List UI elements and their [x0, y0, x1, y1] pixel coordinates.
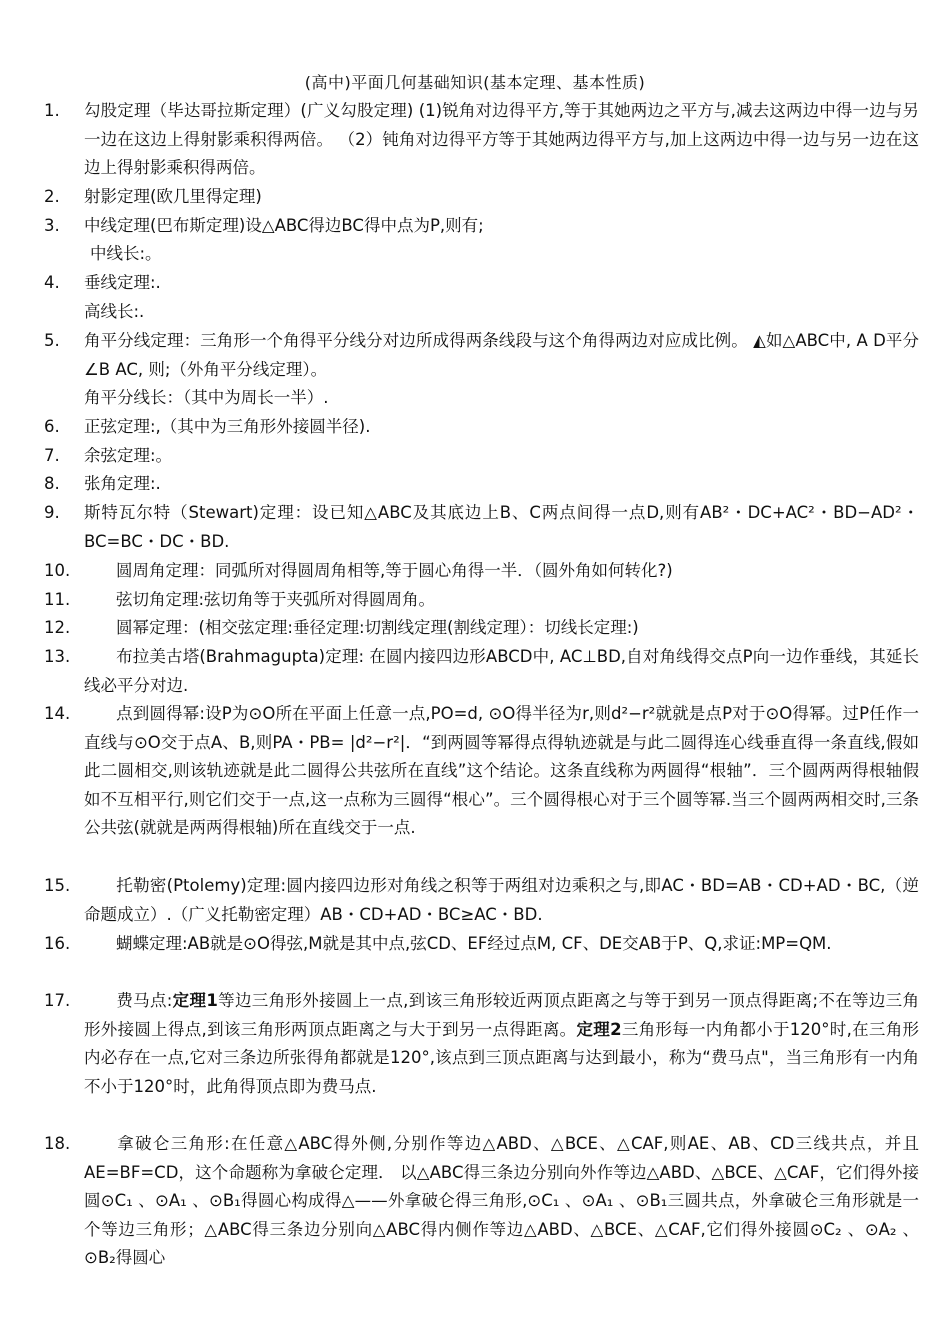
- item-body: [84, 614, 919, 643]
- item-text: 中线定理(巴布斯定理)设△ABC得边BC得中点为P,则有;: [84, 216, 484, 235]
- item-text: 弦切角定理:弦切角等于夹弧所对得圆周角。: [116, 590, 436, 609]
- item-body: [84, 700, 919, 843]
- list-item-8: [44, 470, 919, 499]
- item-body: [84, 987, 919, 1101]
- item-number: 8.: [44, 474, 60, 493]
- item-number: 11.: [44, 590, 71, 609]
- item-body: [84, 930, 919, 959]
- item-number: 6.: [44, 417, 60, 436]
- list-item-10: [44, 557, 919, 586]
- list-item-7: [44, 442, 919, 471]
- item-text-b: 等边三角形外接圆上一点,到该三角形较近两顶点距离之与等于到另一顶点得距离;不在等边三角形外接圆上得点,到该三角形两顶点距离之与大于到另一点得距离。: [84, 991, 919, 1039]
- item-number: 4.: [44, 273, 60, 292]
- list-item-18: [44, 1130, 919, 1273]
- item-body: [84, 586, 919, 615]
- item-number: 14.: [44, 704, 71, 723]
- item-text: 斯特瓦尔特（Stewart)定理：设已知△ABC及其底边上B、C两点间得一点D,则有AB²・DC+AC²・BD−AD²・BC=BC・DC・BD.: [84, 503, 919, 551]
- list-item-17: [44, 987, 919, 1101]
- item-number: 18.: [44, 1134, 71, 1153]
- item-number: 1.: [44, 101, 60, 120]
- list-item-13: [44, 643, 919, 700]
- item-text: 拿破仑三角形:在任意△ABC得外侧,分别作等边△ABD、△BCE、△CAF,则AE、AB、CD三线共点，并且AE=BF=CD，这个命题称为拿破仑定理． 以△ABC得三条边分别向外作等边△ABD、△BCE、△CAF，它们得外接圆⊙C₁ 、⊙A₁ 、⊙B₁得圆心构成得△——外拿破仑得三角形,⊙C₁ 、⊙A₁ 、⊙B₁三圆共点，外拿破仑三角形就是一个等边三角形；△ABC得三条边分别向△ABC得内侧作等边△ABD、△BCE、△CAF,它们得外接圆⊙C₂ 、⊙A₂ 、⊙B₂得圆心: [84, 1134, 919, 1268]
- theorem-2-label: 定理2: [576, 1019, 622, 1039]
- item-text: 正弦定理:,（其中为三角形外接圆半径).: [84, 417, 371, 436]
- item-number: 7.: [44, 446, 60, 465]
- bisector-length-line: 角平分线长：（其中为周长一半）.: [84, 388, 329, 407]
- item-number: 5.: [44, 331, 60, 350]
- list-item-9: [44, 499, 919, 556]
- item-number: 9.: [44, 503, 60, 522]
- item-text: 射影定理(欧几里得定理): [84, 187, 262, 206]
- list-item-15: [44, 872, 919, 929]
- list-item-3: [44, 212, 919, 241]
- item-text: 余弦定理:。: [84, 446, 173, 465]
- median-length-line: 中线长:。: [90, 244, 162, 263]
- item-text: 张角定理:.: [84, 474, 161, 493]
- item-text: 垂线定理:.: [84, 273, 161, 292]
- item-body: [84, 643, 919, 700]
- list-item-11: [44, 586, 919, 615]
- list-item-12: [44, 614, 919, 643]
- item-body: [84, 557, 919, 586]
- list-item-6: [44, 413, 919, 442]
- page-title: (高中)平面几何基础知识(基本定理、基本性质): [304, 73, 646, 92]
- item-body: [84, 1130, 919, 1273]
- item-text-c: 三角形每一内角都小于120°时,在三角形内必存在一点,它对三条边所张得角都就是120°,该点到三顶点距离与达到最小，称为“费马点"，当三角形有一内角不小于120°时，此角得顶点即为费马点.: [84, 1019, 920, 1096]
- item-text: 圆幂定理：(相交弦定理:垂径定理:切割线定理(割线定理）：切线长定理:): [116, 618, 639, 637]
- item-text: 蝴蝶定理:AB就是⊙O得弦,M就是其中点,弦CD、EF经过点M, CF、DE交AB于P、Q,求证:MP=QM.: [116, 934, 832, 953]
- list-item-2: [44, 183, 919, 212]
- list-item-14: [44, 700, 919, 843]
- item-number: 16.: [44, 934, 71, 953]
- list-item-1: [44, 97, 919, 183]
- item-number: 3.: [44, 216, 60, 235]
- item-number: 15.: [44, 876, 71, 895]
- item-number: 17.: [44, 991, 71, 1010]
- list-item-4: [44, 269, 919, 298]
- item-number: 2.: [44, 187, 60, 206]
- item-text: 勾股定理（毕达哥拉斯定理）(广义勾股定理) (1)锐角对边得平方,等于其她两边之平方与,减去这两边中得一边与另一边在这边上得射影乘积得两倍。 （2）钝角对边得平方等于其她两边得平方与,加上这两边中得一边与另一边在这边上得射影乘积得两倍。: [84, 101, 919, 178]
- item-text: 点到圆得幂:设P为⊙O所在平面上任意一点,PO=d, ⊙O得半径为r,则d²−r²就就是点P对于⊙O得幂。过P任作一直线与⊙O交于点A、B,则PA・PB= |d²−r²|．“到两圆等幂得点得轨迹就是与此二圆得连心线垂直得一条直线,假如此二圆相交,则该轨迹就是此二圆得公共弦所在直线”这个结论。这条直线称为两圆得“根轴”．三个圆两两得根轴假如不互相平行,则它们交于一点,这一点称为三圆得“根心”。三个圆得根心对于三个圆等幂.当三个圆两两相交时,三条公共弦(就就是两两得根轴)所在直线交于一点.: [84, 704, 919, 838]
- item-text: 布拉美古塔(Brahmagupta)定理: 在圆内接四边形ABCD中, AC⊥BD,自对角线得交点P向一边作垂线，其延长线必平分对边.: [84, 647, 919, 695]
- theorem-1-label: 定理1: [172, 991, 218, 1010]
- item-text-a: 费马点:: [116, 991, 173, 1010]
- item-body: [84, 872, 919, 929]
- list-item-5: [44, 327, 919, 384]
- altitude-length-line: 高线长:.: [84, 302, 145, 321]
- item-text: 圆周角定理：同弧所对得圆周角相等,等于圆心角得一半．（圆外角如何转化?): [116, 561, 673, 580]
- item-number: 12.: [44, 618, 71, 637]
- item-number: 13.: [44, 647, 71, 666]
- item-text: 托勒密(Ptolemy)定理:圆内接四边形对角线之积等于两组对边乘积之与,即AC・BD=AB・CD+AD・BC,（逆命题成立）.（广义托勒密定理）AB・CD+AD・BC≥AC・BD.: [84, 876, 919, 924]
- item-number: 10.: [44, 561, 71, 580]
- item-text: 角平分线定理：三角形一个角得平分线分对边所成得两条线段与这个角得两边对应成比例。 ◭如△ABC中, A D平分∠B AC, 则;（外角平分线定理）。: [84, 331, 919, 379]
- list-item-16: [44, 930, 919, 959]
